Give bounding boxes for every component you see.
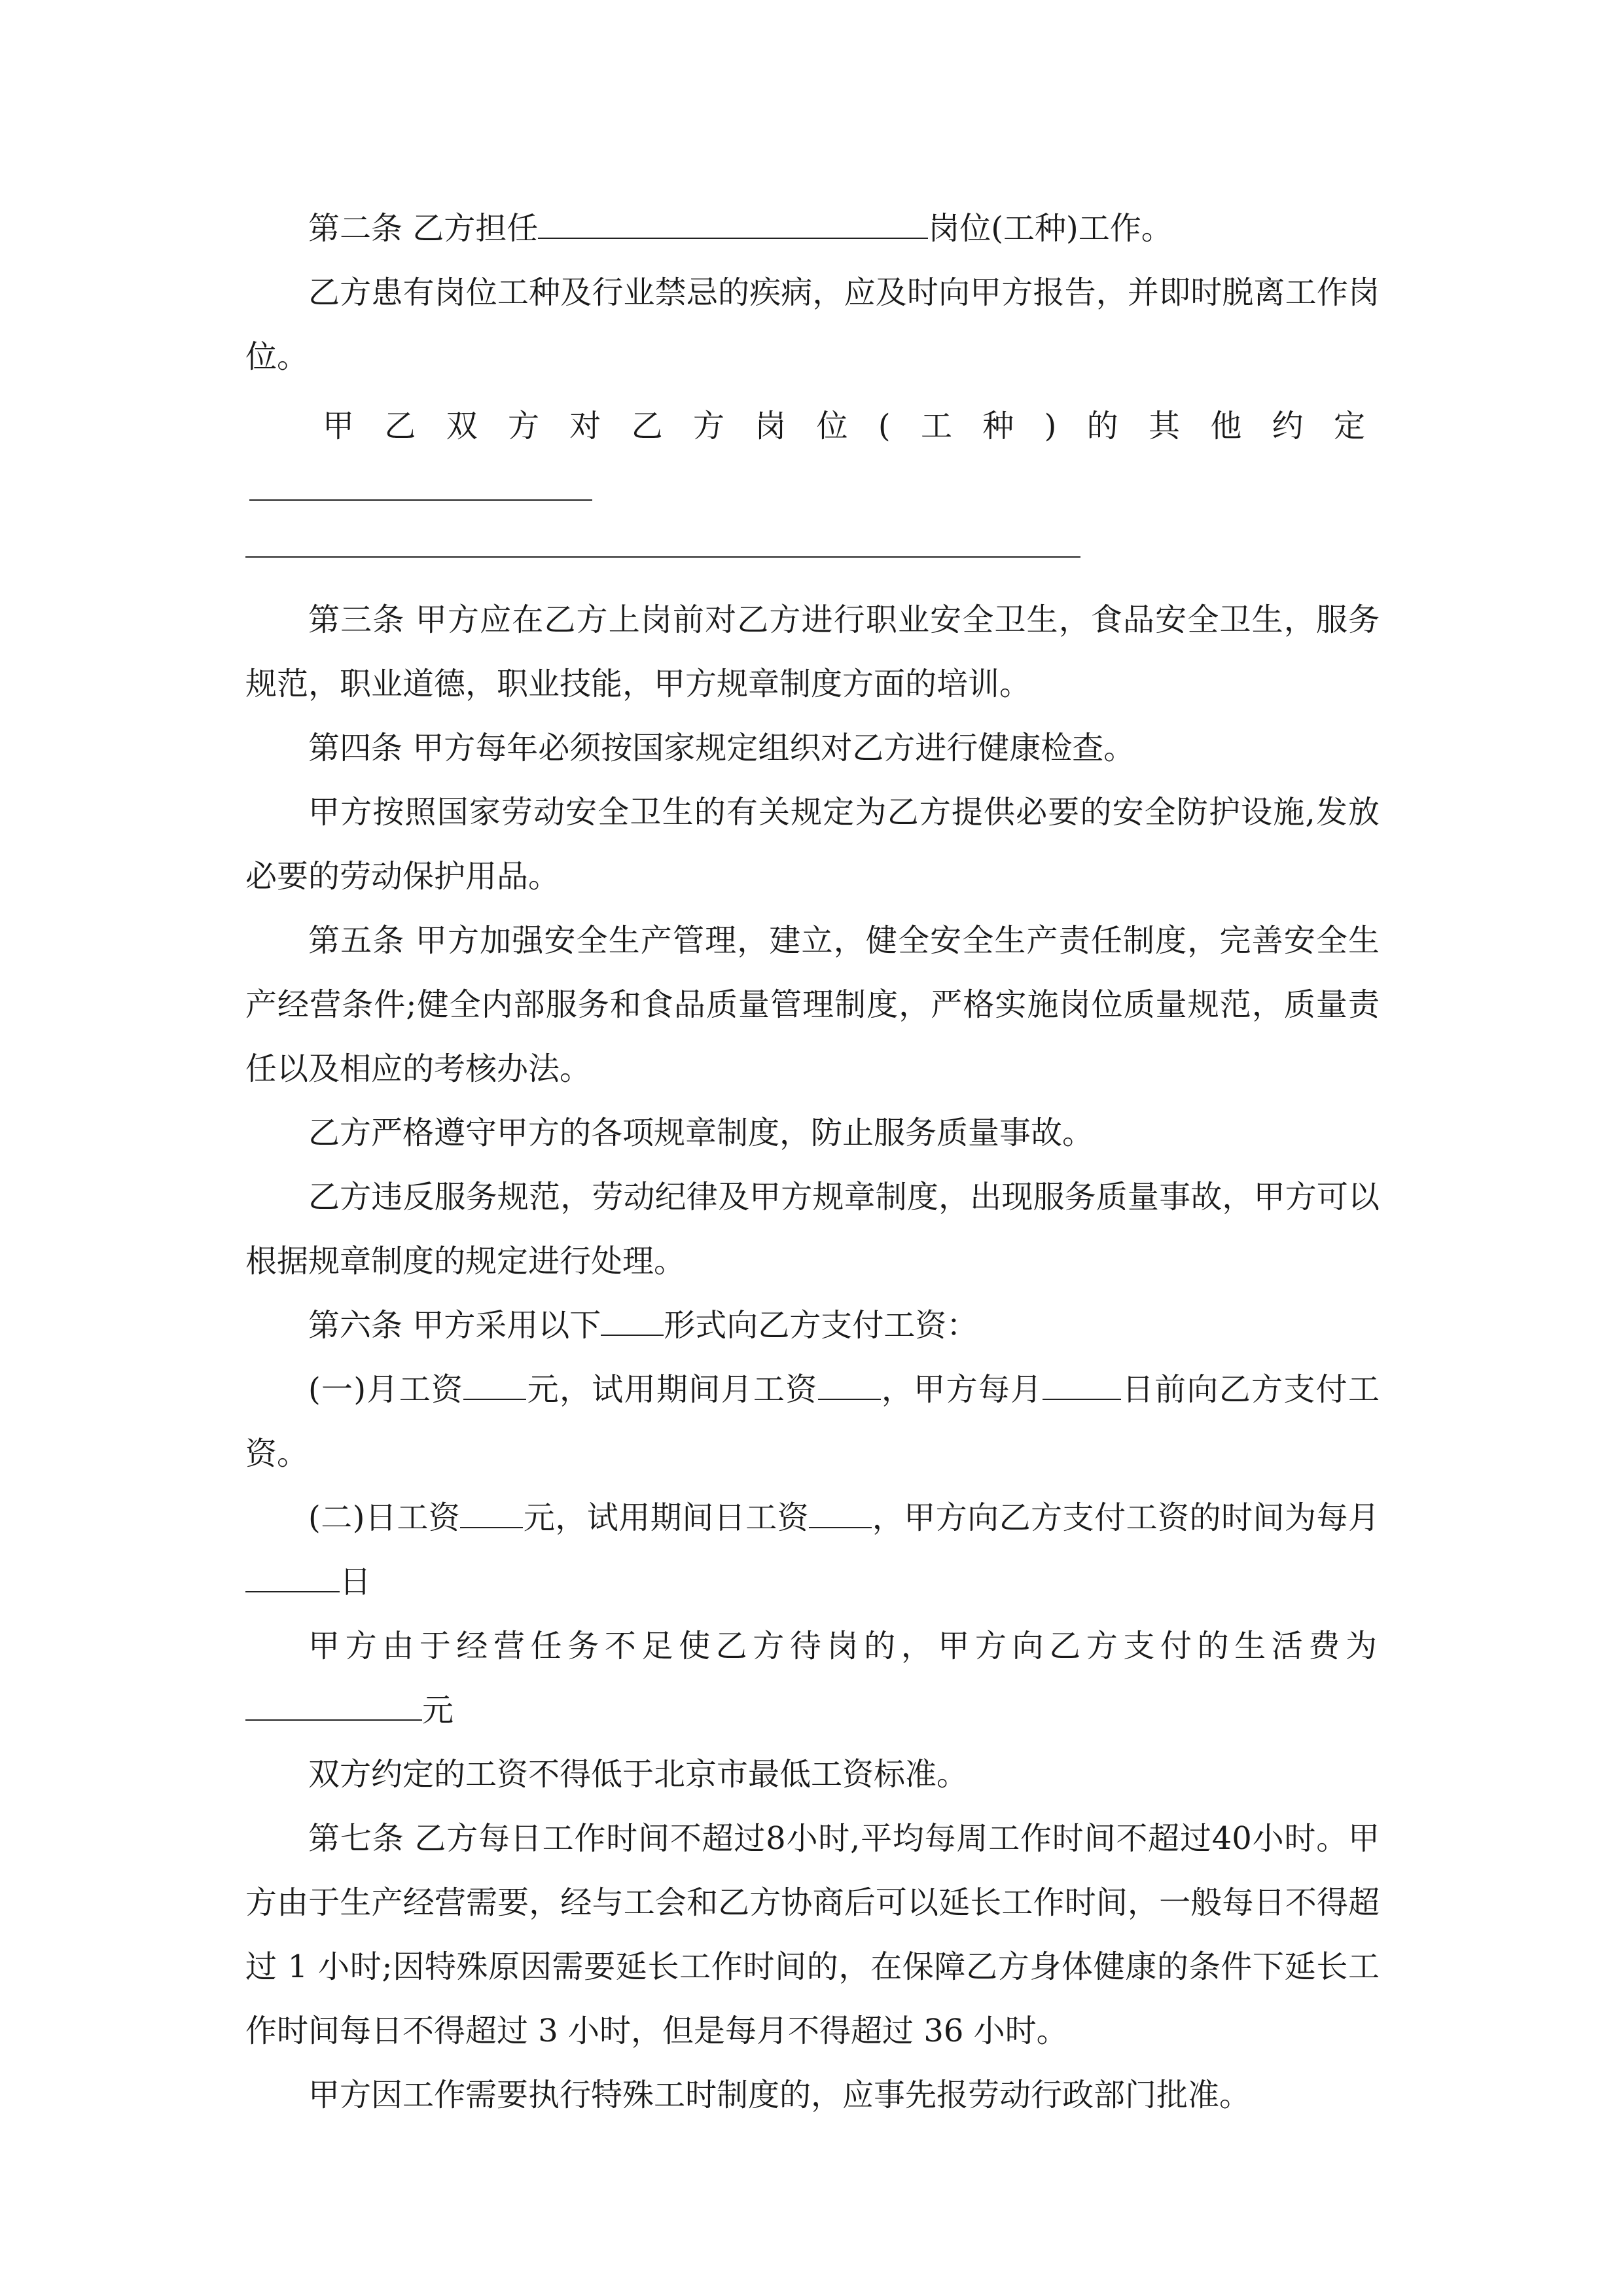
rules-compliance-clause: 乙方严格遵守甲方的各项规章制度，防止服务质量事故。 [308,1115,1094,1151]
other-agreement-continuation-line[interactable] [245,522,1080,558]
text-run: 元 [422,1692,457,1729]
other-agreement-blank[interactable] [249,471,592,501]
daily-wage-clause [245,1486,1380,1614]
article-3-training: 第三条 甲方应在乙方上岗前对乙方进行职业安全卫生，食品安全卫生，服务规范，职业道德，职业技能，甲方规章制度方面的培训。 [245,601,1380,702]
standby-living-allowance-clause [245,1614,1380,1742]
text-run: 元，试用期间月工资 [526,1371,818,1408]
monthly-wage-blank[interactable] [463,1370,526,1400]
safety-equipment-clause: 甲方按照国家劳动安全卫生的有关规定为乙方提供必要的安全防护设施,发放必要的劳动保护用品。 [245,794,1380,895]
living-allowance-blank[interactable] [245,1691,422,1721]
illness-report-clause: 乙方患有岗位工种及行业禁忌的疾病，应及时向甲方报告，并即时脱离工作岗位。 [245,274,1380,375]
text-run: 元，试用期间日工资 [523,1499,810,1536]
other-position-agreement [245,394,1380,522]
text-run: 日 [340,1564,372,1600]
text-run: 岗位(工种)工作。 [928,210,1173,247]
article-2-position [245,196,1380,260]
special-working-hours-clause: 甲方因工作需要执行特殊工时制度的，应事先报劳动行政部门批准。 [308,2077,1251,2113]
article-4-health-check: 第四条 甲方每年必须按国家规定组织对乙方进行健康检查。 [308,730,1135,766]
text-run: 第二条 乙方担任 [308,210,539,247]
article-6-wage-form [245,1293,1380,1357]
text-run: 形式向乙方支付工资： [664,1307,978,1344]
position-blank[interactable] [538,209,928,239]
text-run: 甲乙双方对乙方岗位(工种)的其他约定 [323,408,1380,444]
text-run: 日前向乙方支付工资。 [245,1371,1380,1472]
daily-wage-blank[interactable] [460,1498,523,1528]
article-7-working-hours: 第七条 乙方每日工作时间不超过8小时,平均每周工作时间不超过40小时。甲方由于生产经营需要，经与工会和乙方协商后可以延长工作时间，一般每日不得超过 1 小时;因特殊原因需要延长工作时间的，在保障乙方身体健康的条件下延长工作时间每日不得超过 3 小时，但是每月不得超过 36 小时。 [245,1820,1380,2049]
text-run: 甲方由于经营任务不足使乙方待岗的，甲方向乙方支付的生活费为 [308,1628,1380,1664]
monthly-pay-day-blank[interactable] [1043,1370,1121,1400]
minimum-wage-clause: 双方约定的工资不得低于北京市最低工资标准。 [308,1756,969,1793]
text-run: ，甲方每月 [880,1371,1043,1408]
probation-daily-wage-blank[interactable] [809,1498,872,1528]
probation-monthly-wage-blank[interactable] [818,1370,881,1400]
violation-handling-clause: 乙方违反服务规范，劳动纪律及甲方规章制度，出现服务质量事故，甲方可以根据规章制度的规定进行处理。 [245,1179,1380,1280]
article-5-safety-management: 第五条 甲方加强安全生产管理，建立，健全安全生产责任制度，完善安全生产经营条件;健全内部服务和食品质量管理制度，严格实施岗位质量规范，质量责任以及相应的考核办法。 [245,922,1380,1087]
daily-pay-day-blank[interactable] [245,1562,340,1592]
wage-form-blank[interactable] [601,1306,664,1336]
text-run: ，甲方向乙方支付工资的时间为每月 [872,1499,1380,1536]
text-run: 第六条 甲方采用以下 [308,1307,601,1344]
text-run: (一)月工资 [308,1371,464,1408]
monthly-wage-clause [245,1357,1380,1486]
text-run: (二)日工资 [308,1499,461,1536]
